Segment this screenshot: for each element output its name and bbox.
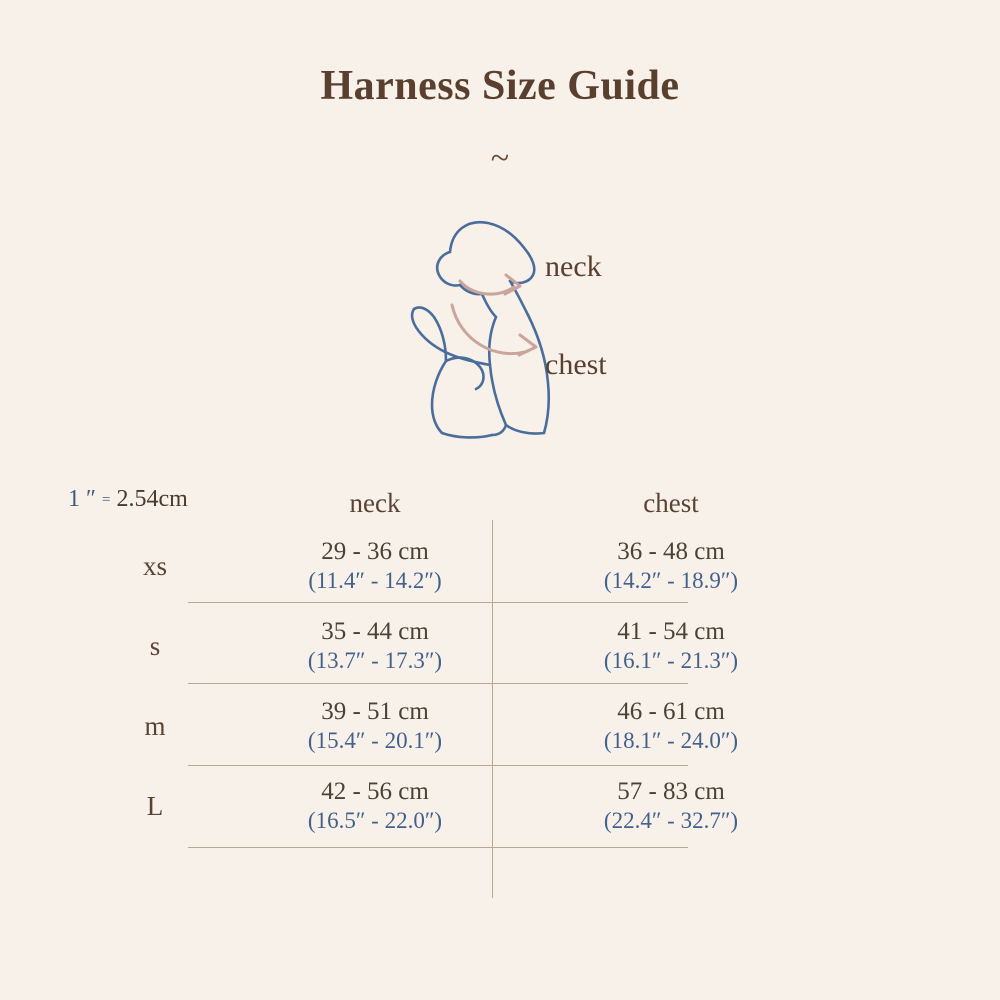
chest-cm: 46 - 61 cm <box>617 698 725 725</box>
chest-cm: 41 - 54 cm <box>617 618 725 645</box>
chest-cm: 57 - 83 cm <box>617 778 725 805</box>
row-chest-cell <box>546 616 796 676</box>
chest-in: (18.1″ - 24.0″) <box>603 728 739 754</box>
row-neck-cell <box>250 696 500 756</box>
row-neck-cell <box>250 776 500 836</box>
chest-in: (16.1″ - 21.3″) <box>603 648 739 674</box>
header-neck: neck <box>349 487 401 518</box>
dog-illustration <box>300 195 720 465</box>
neck-in: (15.4″ - 20.1″) <box>307 728 443 754</box>
row-divider <box>188 847 688 848</box>
table-header-row <box>60 480 940 526</box>
conversion-cm: 2.54cm <box>116 486 188 512</box>
table-row <box>60 766 940 846</box>
ornament-tilde: ~ <box>490 140 510 177</box>
row-size-label: L <box>146 790 164 821</box>
table-row <box>60 686 940 766</box>
row-size-label: m <box>144 710 166 741</box>
row-chest-cell <box>546 776 796 836</box>
neck-in: (16.5″ - 22.0″) <box>307 808 443 834</box>
chest-measure-label: chest <box>545 348 607 381</box>
row-chest-cell <box>546 696 796 756</box>
row-size-label: xs <box>142 550 167 581</box>
neck-measure-label: neck <box>545 250 602 283</box>
table-row <box>60 606 940 686</box>
chest-in: (22.4″ - 32.7″) <box>603 808 739 834</box>
neck-cm: 42 - 56 cm <box>321 778 429 805</box>
row-neck-cell <box>250 616 500 676</box>
page-title: Harness Size Guide <box>320 63 680 109</box>
chest-in: (14.2″ - 18.9″) <box>603 568 739 594</box>
conversion-equals: = <box>102 492 111 508</box>
neck-cm: 35 - 44 cm <box>321 618 429 645</box>
size-table <box>60 480 940 846</box>
row-chest-cell <box>546 536 796 596</box>
chest-cm: 36 - 48 cm <box>617 538 725 565</box>
row-size-label: s <box>149 630 161 661</box>
neck-cm: 39 - 51 cm <box>321 698 429 725</box>
table-row <box>60 526 940 606</box>
neck-in: (13.7″ - 17.3″) <box>307 648 443 674</box>
header-chest: chest <box>643 487 699 518</box>
conversion-inch: 1 ″ <box>68 486 96 512</box>
row-neck-cell <box>250 536 500 596</box>
neck-cm: 29 - 36 cm <box>321 538 429 565</box>
neck-in: (11.4″ - 14.2″) <box>308 568 442 594</box>
